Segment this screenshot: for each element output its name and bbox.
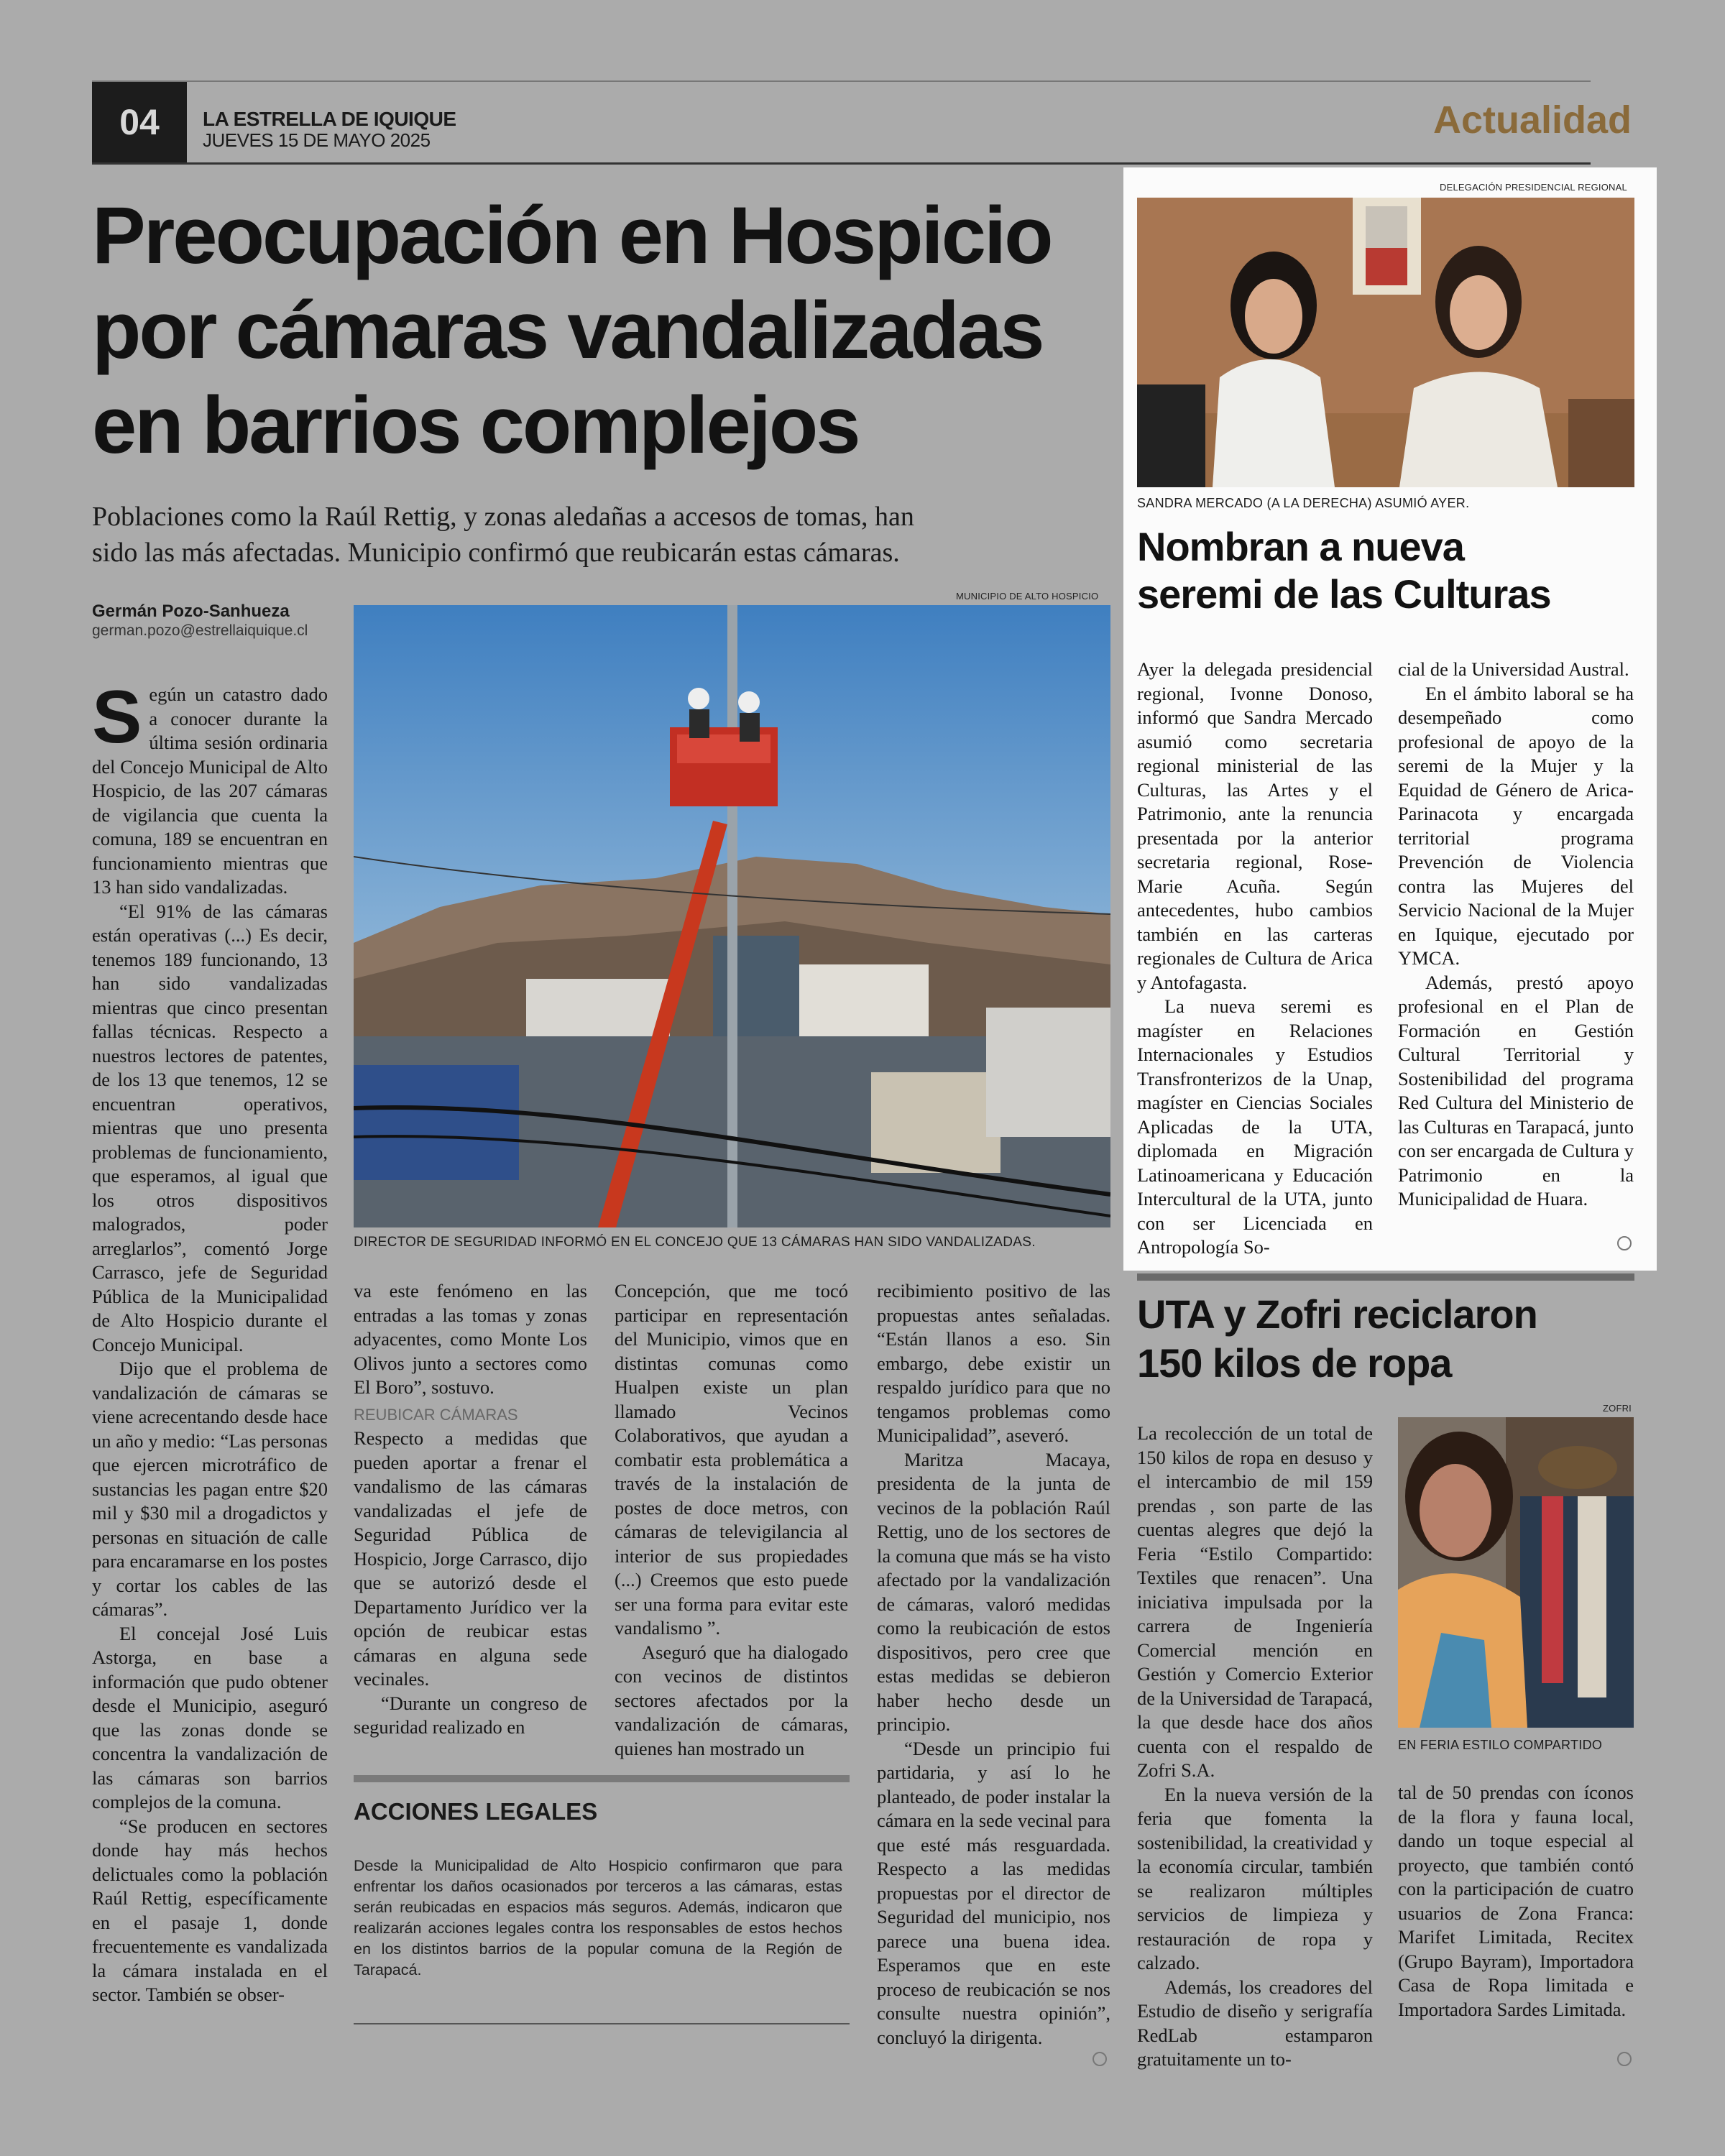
subhead-reubicar: REUBICAR CÁMARAS: [354, 1405, 518, 1424]
uta-headline: [1137, 1290, 1640, 1388]
paragraph: “El 91% de las cámaras están operativas (...) Es decir, tenemos 189 funcionando, 13 han sido vandalizadas mientras que cinco presentan fallas técnicas. Respecto a nuestros lectores de patentes, de los 13 que tenemos, 12 se encuentran operativos, mientras que uno presenta problemas de funcionamiento, que esperamos, al igual que los otros dispositivos malogrados, poder arreglarlos”, comentó Jorge Carrasco, jefe de Seguridad Pública de la Municipalidad de Alto Hospicio durante el Concejo Municipal.: [92, 900, 328, 1355]
seremi-photo-caption: SANDRA MERCADO (A LA DERECHA) ASUMIÓ AYER.: [1137, 496, 1470, 510]
box-top-bar: [354, 1775, 850, 1782]
seremi-headline-line-2: seremi de las Culturas: [1137, 571, 1551, 617]
section-label: Actualidad: [1432, 98, 1632, 142]
box-text: Desde la Municipalidad de Alto Hospicio confirmaron que para enfrentar los daños ocasionados por terceros a las cámaras, estas serán reubicadas en espacios más seguros. Además, indicaron que realizarán acciones legales contra los responsables de estos hechos en los distintos barrios de la popular comuna de la Región de Tarapacá.: [354, 1857, 842, 1978]
deck-line-2: sido las más afectadas. Municipio confirmó que reubicarán estas cámaras.: [92, 538, 900, 568]
main-column-4: [877, 1279, 1110, 2050]
paragraph: va este fenómeno en las entradas a las tomas y zonas adyacentes, como Monte Los Olivos junto a sectores como El Boro”, sostuvo.: [354, 1280, 587, 1398]
uta-headline-line-2: 150 kilos de ropa: [1137, 1340, 1452, 1386]
headline-line-1: Preocupación en Hospicio: [92, 190, 1052, 280]
paragraph: “Se producen en sectores donde hay más hechos delictuales como la población Raúl Rettig, específicamente en el pasaje 1, donde frecuentemente es vandalizada la cámara instalada en el sector. También se obser-: [92, 1815, 328, 2005]
issue-date: JUEVES 15 DE MAYO 2025: [203, 129, 431, 151]
paragraph: egún un catastro dado a conocer durante la última sesión ordinaria del Concejo Municipal de Alto Hospicio, de las 207 cámaras de vigilancia que cuenta la comuna, 189 se encuentran en funcionamiento mientras que 13 han sido vandalizadas.: [92, 683, 328, 898]
main-photo-caption: DIRECTOR DE SEGURIDAD INFORMÓ EN EL CONCEJO QUE 13 CÁMARAS HAN SIDO VANDALIZADAS.: [354, 1235, 1036, 1250]
paragraph: La recolección de un total de 150 kilos de ropa en desuso y el intercambio de mil 159 prendas , son parte de las cuentas alegres que dejó la Feria “Estilo Compartido: Textiles que renacen”. Una iniciativa impulsada por la carrera de Ingeniería Comercial mención en Gestión y Comercio Exterior de la Universidad de Tarapacá, la que desde hace dos años cuenta con el respaldo de Zofri S.A.: [1137, 1422, 1373, 1781]
paragraph: tal de 50 prendas con íconos de la flora y fauna local, dando un toque especial al proyecto, que también contó con la participación de cuatro usuarios de Zona Franca: Marifet Limitada, Recitex (Grupo Bayram), Importadora Casa de Ropa limitada e Importadora Sardes Limitada.: [1398, 1782, 1634, 2020]
paragraph: “Durante un congreso de seguridad realizado en: [354, 1692, 587, 1738]
paragraph: En el ámbito laboral se ha desempeñado como profesional de apoyo de la seremi de la Mujer y la Equidad de Género de Arica-Parinacota y encargada territorial programa Prevención de Violencia contra las Mujeres del Servicio Nacional de la Mujer en Iquique, ejecutado por YMCA.: [1398, 682, 1634, 969]
uta-photo-credit: ZOFRI: [1603, 1403, 1632, 1414]
box-title: ACCIONES LEGALES: [354, 1798, 598, 1825]
seremi-headline-line-1: Nombran a nueva: [1137, 524, 1464, 569]
author-email: german.pozo@estrellaiquique.cl: [92, 622, 308, 639]
author-name: Germán Pozo-Sanhueza: [92, 602, 290, 621]
box-bottom-rule: [354, 2023, 850, 2024]
paragraph: La nueva seremi es magíster en Relaciones Internacionales y Estudios Transfronterizos de la Unap, magíster en Ciencias Sociales Aplicadas de la UTA, diplomada en Migración Latinoamericana y Educación Intercultural de la UTA, junto con ser Licenciada en Antropología So-: [1137, 995, 1373, 1258]
seremi-column-2: [1398, 658, 1634, 1212]
paragraph: “Desde un principio fui partidaria, y así lo he planteado, de poder instalar la cámara en la sede vecinal para que esté más resguardada. Respecto a las medidas propuestas por el director de Seguridad del municipio, nos parece una buena idea. Esperamos que en este proceso de reubicación se nos consulte nuestra opinión”, concluyó la dirigenta.: [877, 1737, 1110, 2048]
paragraph: Además, prestó apoyo profesional en el Plan de Formación en Gestión Cultural Territorial y Sostenibilidad del programa Red Cultura del Ministerio de las Culturas en Tarapacá, junto con ser encargada de Cultura y Patrimonio en la Municipalidad de Huara.: [1398, 971, 1634, 1210]
uta-headline-line-1: UTA y Zofri reciclaron: [1137, 1291, 1537, 1337]
paragraph: En la nueva versión de la feria que fomenta la sostenibilidad, la creatividad y la economía circular, también se realizaron múltiples servicios de limpieza y restauración de ropa y calzado.: [1137, 1783, 1373, 1973]
paragraph: Aseguró que ha dialogado con vecinos de distintos sectores afectados por la vandalización de cámaras, quienes han mostrado un: [615, 1641, 848, 1759]
headline-line-2: por cámaras vandalizadas: [92, 285, 1043, 375]
page-number-text: 04: [119, 102, 160, 142]
seremi-headline: [1137, 523, 1640, 618]
dropcap: S: [92, 676, 142, 759]
newspaper-name: LA ESTRELLA DE IQUIQUE: [203, 108, 456, 130]
paragraph: Maritza Macaya, presidenta de la junta de vecinos de la población Raúl Rettig, uno de los sectores de la comuna que más se ha visto afectado por la vandalización de cámaras, valoró medidas como la reubicación de estos dispositivos, pero cree que estas medidas se debieron haber hecho desde un principio.: [877, 1448, 1110, 1735]
uta-column-1: [1137, 1422, 1373, 2072]
uta-column-2: [1398, 1781, 1634, 2022]
main-photo: [354, 605, 1110, 1227]
page-number: [92, 82, 187, 162]
uta-photo-caption: EN FERIA ESTILO COMPARTIDO: [1398, 1738, 1603, 1752]
main-column-2: [354, 1279, 587, 1740]
paragraph: recibimiento positivo de las propuestas antes señaladas. “Están llanos a eso. Sin embargo, debe existir un respaldo jurídico para que no tengamos problemas como Municipalidad”, aseveró.: [877, 1280, 1110, 1446]
uta-top-bar: [1137, 1273, 1634, 1281]
main-photo-credit: MUNICIPIO DE ALTO HOSPICIO: [956, 591, 1099, 602]
main-column-1: [92, 676, 328, 2007]
paragraph: Dijo que el problema de vandalización de cámaras se viene acrecentando desde hace un año y medio: “Las personas que ejercen microtráfico de sustancias les pagan entre $20 mil y $30 mil a drogadictos y personas en situación de calle para encaramarse en los postes y cortar los cables de las cámaras”.: [92, 1358, 328, 1620]
deck-line-1: Poblaciones como la Raúl Rettig, y zonas aledañas a accesos de tomas, han: [92, 502, 914, 532]
end-mark-icon: [1617, 2052, 1632, 2066]
end-mark-icon: [1617, 1236, 1632, 1250]
headline-line-3: en barrios complejos: [92, 380, 859, 470]
seremi-photo: [1137, 198, 1634, 487]
main-headline: [92, 188, 1113, 473]
paragraph: Además, los creadores del Estudio de diseño y serigrafía RedLab estamparon gratuitamente un to-: [1137, 1976, 1373, 2070]
paragraph: Ayer la delegada presidencial regional, Ivonne Donoso, informó que Sandra Mercado asumió como secretaria regional ministerial de las Culturas, las Artes y el Patrimonio, ante la renuncia presentada por la anterior secretaria regional, Rose-Marie Acuña. Según antecedentes, hubo cambios también en las carteras regionales de Cultura de Arica y Antofagasta.: [1137, 658, 1373, 993]
main-column-3: [615, 1279, 848, 1761]
end-mark-icon: [1092, 2052, 1107, 2066]
seremi-column-1: [1137, 658, 1373, 1260]
main-deck: [92, 499, 1120, 571]
header-top-rule: [92, 80, 1591, 82]
paragraph: El concejal José Luis Astorga, en base a información que pudo obtener desde el Municipio, aseguró que las zonas donde se concentra la vandalización de las cámaras son barrios complejos de la comuna.: [92, 1622, 328, 1812]
paragraph: cial de la Universidad Austral.: [1398, 658, 1629, 680]
uta-photo: [1398, 1417, 1634, 1728]
paragraph: Concepción, que me tocó participar en representación del Municipio, vimos que en distintas comunas como Hualpen existe un plan llamado Vecinos Colaborativos, que ayudan a combatir esta problemática a través de la instalación de postes de doce metros, con cámaras de televigilancia al interior de sus propiedades (...) Creemos que esto puede ser una forma para evitar este vandalismo ”.: [615, 1280, 848, 1639]
seremi-photo-credit: DELEGACIÓN PRESIDENCIAL REGIONAL: [1440, 182, 1627, 193]
header-bottom-rule: [92, 162, 1591, 165]
paragraph: Respecto a medidas que pueden aportar a frenar el vandalismo de las cámaras vandalizadas el jefe de Seguridad Pública de Hospicio, Jorge Carrasco, dijo que se autorizó desde el Departamento Jurídico ver la opción de reubicar estas cámaras en alguna sede vecinales.: [354, 1427, 587, 1690]
